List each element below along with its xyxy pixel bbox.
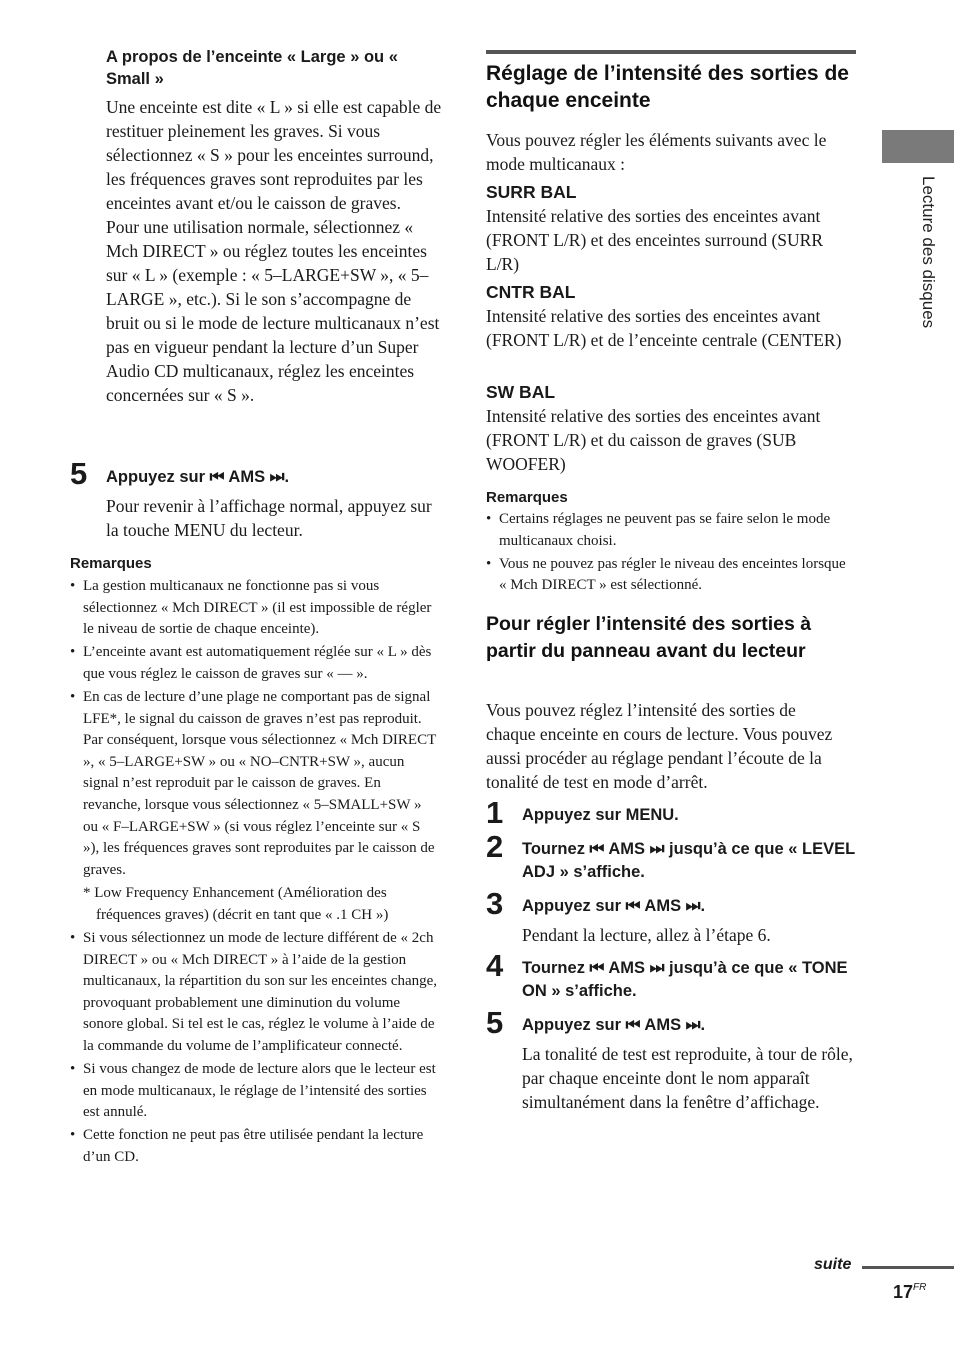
remark-item: • Cette fonction ne peut pas être utilisée pendant la lecture d’un CD. <box>70 1127 424 1165</box>
remarks-title: Remarques <box>486 489 568 506</box>
remarks-list <box>70 576 440 1170</box>
step-title: Appuyez sur ⏮ AMS ⏭. <box>106 468 290 486</box>
speaker-size-para-1: Une enceinte est dite « L » si elle est capable de restituer pleinement les graves. Si vous sélectionnez « S » pour les enceintes surround, les fréquences graves sont reproduites par les enceintes avant et/ou le caisson de graves. <box>106 97 442 213</box>
section-intro: Vous pouvez régler les éléments suivants avec le mode multicanaux : <box>486 130 827 174</box>
step-title: Appuyez sur ⏮ AMS ⏭. <box>522 897 706 915</box>
subsection-intro: Vous pouvez réglez l’intensité des sorties de chaque enceinte en cours de lecture. Vous pouvez aussi procéder au réglage pendant l’écoute de la tonalité de test en mode d’arrêt. <box>486 700 833 792</box>
step-number: 5 <box>486 1005 503 1040</box>
speaker-size-text <box>106 95 442 407</box>
step-title: Appuyez sur ⏮ AMS ⏭. <box>522 1016 706 1034</box>
page-number: $17^{FR}$ <box>893 1282 927 1302</box>
footnote: * Low Frequency Enhancement (Amélioration des fréquences graves) (décrit en tant que « .1 CH ») <box>83 885 389 923</box>
speaker-size-para-2: Pour une utilisation normale, sélectionnez « Mch DIRECT » ou réglez toutes les enceintes sur « L » (exemple : « 5–LARGE+SW », « 5–LARGE », etc.). Si le son s’accompagne de bruit ou si le mode de lecture multicanaux n’est pas en vigueur pendant la lecture d’un Super Audio CD multicanaux, réglez les enceintes concernées sur « S ». <box>106 217 440 405</box>
term-sw-bal-desc: Intensité relative des sorties des enceintes avant (FRONT L/R) et du caisson de graves (SUB WOOFER) <box>486 406 821 474</box>
step-title: Tournez ⏮ AMS ⏭ jusqu’à ce que « TONE ON » s’affiche. <box>522 959 848 1000</box>
step-number: 1 <box>486 795 503 830</box>
step-number: 4 <box>486 948 503 983</box>
remark-item: • La gestion multicanaux ne fonctionne pas si vous sélectionnez « Mch DIRECT » (il est impossible de régler le niveau de sortie de chaque enceinte). <box>70 578 432 638</box>
term-surr-bal: SURR BAL <box>486 182 577 202</box>
subsection-heading: Pour régler l’intensité des sorties à partir du panneau avant du lecteur <box>486 613 812 662</box>
step-title: Appuyez sur MENU. <box>522 806 679 824</box>
remark-item: • Certains réglages ne peuvent pas se faire selon le mode multicanaux choisi. <box>486 511 831 549</box>
term-cntr-bal-desc: Intensité relative des sorties des enceintes avant (FRONT L/R) et de l’enceinte centrale (CENTER) <box>486 306 842 350</box>
step-number: 5 <box>70 456 87 491</box>
step-number: 3 <box>486 886 503 921</box>
term-sw-bal: SW BAL <box>486 382 556 402</box>
remarks-list <box>486 509 856 598</box>
step-text: Pour revenir à l’affichage normal, appuyez sur la touche MENU du lecteur. <box>106 496 432 540</box>
section-rule <box>486 50 856 54</box>
continued-label: suite <box>814 1256 852 1273</box>
step-title: Tournez ⏮ AMS ⏭ jusqu’à ce que « LEVEL ADJ » s’affiche. <box>522 840 855 881</box>
remark-item: • Si vous changez de mode de lecture alors que le lecteur est en mode multicanaux, le réglage de l’intensité des sorties est annulé. <box>70 1061 436 1121</box>
section-tab-marker <box>882 130 954 163</box>
remark-item: • Si vous sélectionnez un mode de lecture différent de « 2ch DIRECT » ou « Mch DIRECT » à l’aide de la gestion multicanaux, la répartition du son sur les enceintes change, provoquant probablement une diminution du volume sonore global. Si tel est le cas, réglez le volume à l’aide de la commande du volume de l’amplificateur connecté. <box>70 930 438 1054</box>
section-heading: Réglage de l’intensité des sorties de chaque enceinte <box>486 62 849 112</box>
continued-rule <box>862 1266 954 1269</box>
speaker-size-subheading: A propos de l’enceinte « Large » ou « Small » <box>106 48 398 88</box>
term-surr-bal-desc: Intensité relative des sorties des enceintes avant (FRONT L/R) et des enceintes surround (SURR L/R) <box>486 206 824 274</box>
step-number: 2 <box>486 829 503 864</box>
remarks-title: Remarques <box>70 555 152 572</box>
term-cntr-bal: CNTR BAL <box>486 282 576 302</box>
step-text: Pendant la lecture, allez à l’étape 6. <box>522 925 771 945</box>
remark-item: • L’enceinte avant est automatiquement réglée sur « L » dès que vous réglez le caisson de graves sur « — ». <box>70 644 432 682</box>
remark-item: • En cas de lecture d’une plage ne comportant pas de signal LFE*, le signal du caisson de graves n’est pas reproduit. Par conséquent, lorsque vous sélectionnez « Mch DIRECT », « 5–LARGE+SW » ou « NO–CNTR+SW », aucun signal n’est reproduit par le caisson de graves. En revanche, lorsque vous sélectionnez « 5–SMALL+SW » ou « F–LARGE+SW » (si vous réglez l’enceinte sur « S »), les fréquences graves sont reproduites par le caisson de graves. * Low Frequency Enhancement (Amélioration des fréquences graves) (décrit en tant que « .1 CH ») <box>70 687 440 927</box>
remark-item: • Vous ne pouvez pas régler le niveau des enceintes lorsque « Mch DIRECT » est sélectionné. <box>486 555 846 594</box>
step-text: La tonalité de test est reproduite, à tour de rôle, par chaque enceinte dont le nom apparaît simultanément dans la fenêtre d’affichage. <box>522 1044 853 1112</box>
section-tab-label: Lecture des disques <box>919 176 938 329</box>
